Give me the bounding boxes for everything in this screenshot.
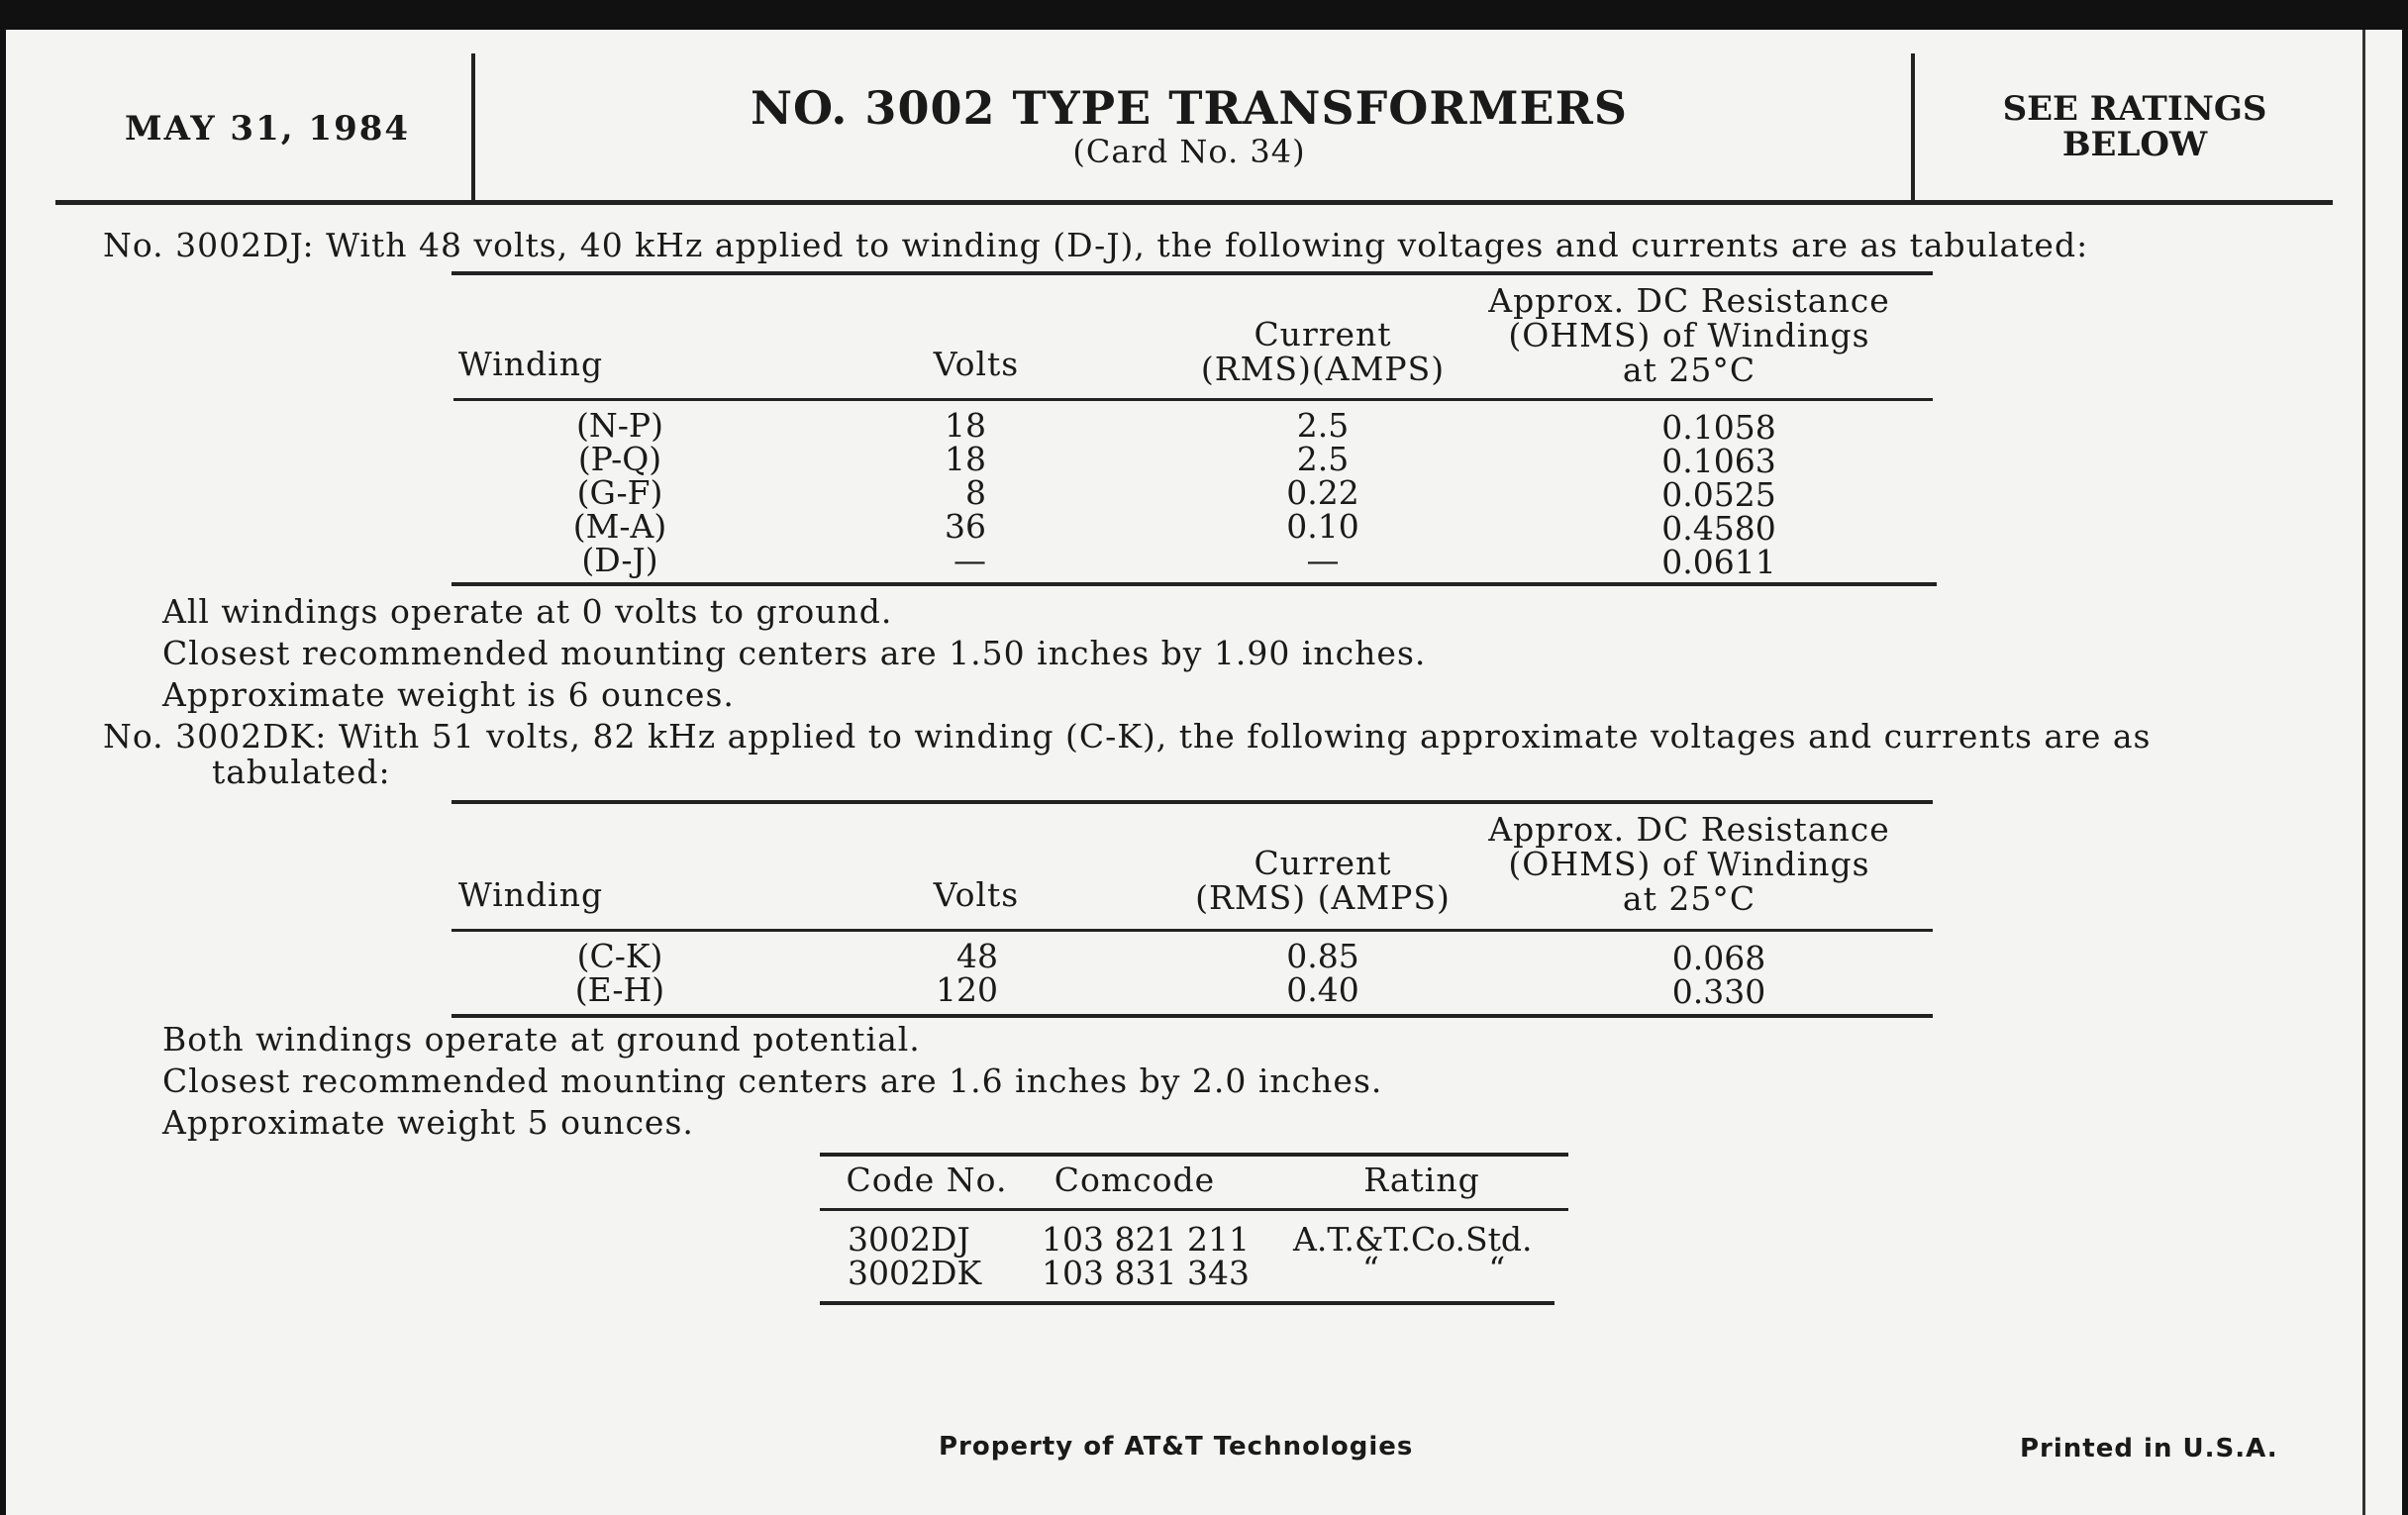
table2-header-winding: Winding: [457, 875, 604, 914]
section1-note: Approximate weight is 6 ounces.: [162, 675, 735, 714]
section1-note: All windings operate at 0 volts to ground.: [162, 592, 893, 631]
cell-current: 2.5: [1296, 440, 1350, 478]
section2-note: Approximate weight 5 ounces.: [162, 1103, 694, 1142]
table2-header-res-l2: (OHMS) of Windings: [1508, 845, 1870, 883]
section2-intro: No. 3002DK: With 51 volts, 82 kHz applied to winding (C-K), the following approximate voltages and currents are as: [103, 717, 2152, 756]
ratings-note: [1937, 91, 2333, 162]
table1-header-current: [1145, 317, 1501, 386]
table-row: [521, 475, 719, 510]
header-rule: [55, 200, 2333, 205]
codes-rating: A.T.&T.Co.Std.: [1293, 1220, 1533, 1259]
cell-volts: 18: [945, 440, 986, 478]
table1-header-winding: Winding: [457, 345, 604, 383]
table1-header-resistance: [1471, 283, 1907, 387]
cell-resistance: 0.068: [1671, 939, 1766, 977]
section1-intro: No. 3002DJ: With 48 volts, 40 kHz applied to winding (D-J), the following voltages and currents are as tabulated:: [103, 226, 2089, 264]
reference-card: [6, 30, 2402, 1515]
cell-current: 2.5: [1296, 406, 1350, 445]
table1-bottom-rule: [452, 582, 1937, 586]
table-row: [521, 939, 719, 973]
cell-resistance: 0.1063: [1661, 442, 1776, 480]
footer-printed: Printed in U.S.A.: [2020, 1434, 2278, 1464]
codes-comcode: 103 821 211: [1042, 1220, 1250, 1259]
table1-header-res-l3: at 25°C: [1622, 351, 1756, 389]
codes-comcode: 103 831 343: [1042, 1254, 1250, 1292]
section2-note: Both windings operate at ground potential.: [162, 1020, 921, 1059]
cell-resistance: 0.330: [1671, 972, 1766, 1011]
cell-volts: 48: [956, 937, 998, 975]
codes-header-rating: Rating: [1363, 1161, 1480, 1199]
card-edge: [2362, 30, 2365, 1515]
section1-note: Closest recommended mounting centers are 1.50 inches by 1.90 inches.: [162, 634, 1427, 672]
codes-bottom-rule: [820, 1301, 1555, 1305]
codes-header-code: Code No.: [846, 1161, 1008, 1199]
codes-rating: “ “: [1362, 1250, 1506, 1288]
cell-winding: (D-J): [581, 541, 658, 579]
table2-header-current-l2: (RMS) (AMPS): [1195, 878, 1451, 917]
table2-header-res-l3: at 25°C: [1622, 879, 1756, 918]
cell-resistance: 0.0611: [1661, 543, 1776, 581]
cell-volts: 120: [936, 970, 998, 1009]
cell-volts: 8: [965, 473, 986, 512]
table2-header-current-l1: Current: [1254, 844, 1392, 882]
cell-volts: 18: [945, 406, 986, 445]
codes-header-rule: [820, 1208, 1568, 1211]
cell-current: 0.10: [1286, 507, 1359, 546]
codes-code: 3002DJ: [848, 1220, 970, 1259]
table2-header-volts: Volts: [933, 875, 1020, 914]
table2-header-current: [1145, 846, 1501, 915]
table1-header-res-l1: Approx. DC Resistance: [1488, 281, 1890, 320]
table1-header-current-l2: (RMS)(AMPS): [1200, 350, 1446, 388]
cell-current: 0.22: [1286, 473, 1359, 512]
table1-header-volts: Volts: [933, 345, 1020, 383]
cell-current: —: [1306, 541, 1340, 579]
table-row: [521, 509, 719, 544]
ratings-line-1: SEE RATINGS: [2002, 89, 2267, 129]
cell-resistance: 0.1058: [1661, 408, 1776, 447]
table2-header-resistance: [1471, 812, 1907, 916]
cell-winding: (E-H): [574, 970, 665, 1009]
header-divider-right: [1911, 53, 1915, 202]
page-title: NO. 3002 TYPE TRANSFORMERS: [750, 81, 1629, 135]
cell-current: 0.40: [1286, 970, 1359, 1009]
table-row: [521, 442, 719, 476]
cell-resistance: 0.0525: [1661, 475, 1776, 514]
cell-winding: (M-A): [572, 507, 667, 546]
ratings-line-2: BELOW: [2061, 125, 2208, 164]
cell-volts: 36: [945, 507, 986, 546]
footer-property: Property of AT&T Technologies: [939, 1432, 1414, 1462]
section2-note: Closest recommended mounting centers are 1.6 inches by 2.0 inches.: [162, 1061, 1383, 1100]
cell-resistance: 0.4580: [1661, 509, 1776, 548]
codes-top-rule: [820, 1153, 1568, 1157]
card-number: (Card No. 34): [1072, 133, 1306, 170]
cell-current: 0.85: [1286, 937, 1359, 975]
table2-top-rule: [452, 800, 1933, 804]
cell-winding: (P-Q): [577, 440, 662, 478]
card-date: MAY 31, 1984: [125, 109, 411, 149]
table-row: [521, 972, 719, 1007]
table2-header-res-l1: Approx. DC Resistance: [1488, 810, 1890, 849]
table1-header-res-l2: (OHMS) of Windings: [1508, 316, 1870, 354]
table-row: [521, 408, 719, 443]
table1-header-rule: [453, 398, 1933, 401]
cell-winding: (G-F): [576, 473, 663, 512]
cell-winding: (C-K): [576, 937, 663, 975]
table1-top-rule: [452, 271, 1933, 275]
cell-volts: —: [953, 541, 986, 579]
table-row: [521, 543, 719, 577]
table1-header-current-l1: Current: [1254, 315, 1392, 354]
codes-code: 3002DK: [848, 1254, 982, 1292]
cell-winding: (N-P): [576, 406, 663, 445]
table2-bottom-rule: [452, 1014, 1933, 1018]
section2-intro-cont: tabulated:: [212, 753, 391, 791]
table2-header-rule: [452, 929, 1933, 932]
codes-header-comcode: Comcode: [1054, 1161, 1216, 1199]
